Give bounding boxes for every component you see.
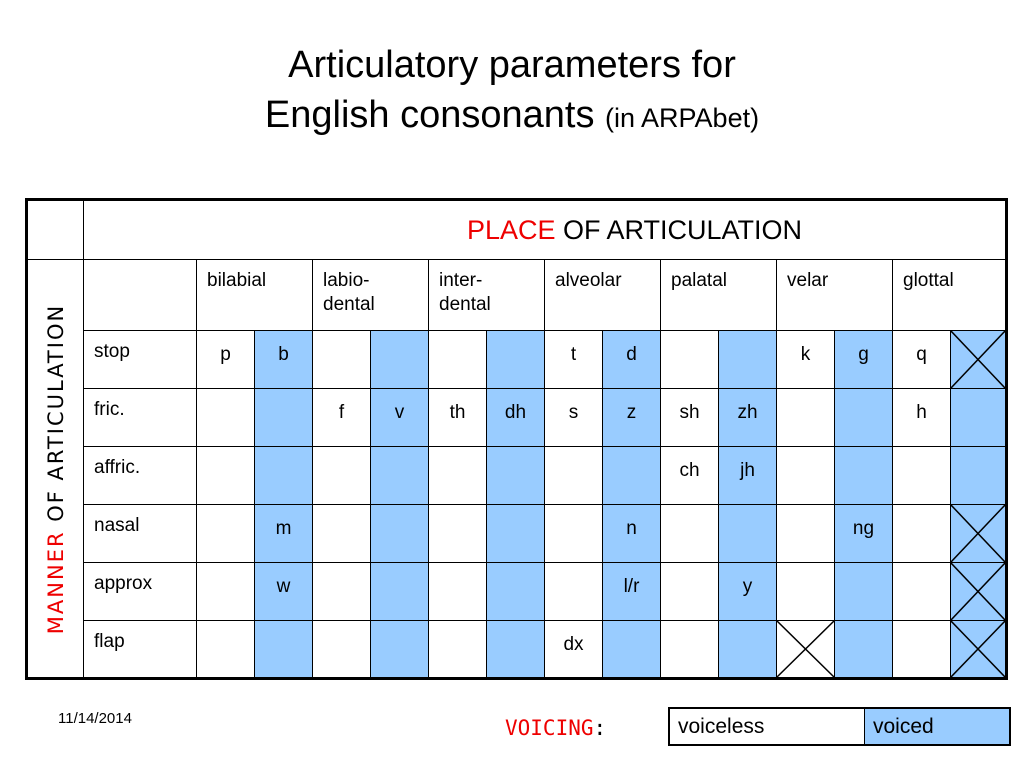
empty-cell [429,505,487,563]
phoneme-cell: z [603,389,661,447]
empty-cell [197,505,255,563]
empty-cell [313,447,371,505]
empty-cell [719,505,777,563]
empty-cell [371,621,429,679]
empty-cell [371,331,429,389]
empty-cell [313,505,371,563]
empty-cell [197,447,255,505]
place-label-line-1: inter- [439,270,483,291]
phoneme-cell: w [255,563,313,621]
empty-cell [951,389,1007,447]
empty-cell [893,505,951,563]
manner-label: nasal [84,505,197,563]
place-label-labio [313,260,429,331]
place-label-line-2: dental [439,294,491,315]
manner-of-articulation-header [27,260,84,679]
place-label-alveolar [545,260,661,331]
empty-cell [487,447,545,505]
place-label-velar [777,260,893,331]
empty-cell [313,331,371,389]
cross-icon [951,621,1005,677]
phoneme-cell: th [429,389,487,447]
place-label-palatal [661,260,777,331]
empty-cell [835,389,893,447]
empty-cell [487,505,545,563]
empty-cell [429,447,487,505]
empty-cell [777,505,835,563]
slide-date: 11/14/2014 [58,710,132,727]
empty-cell [545,447,603,505]
empty-cell [719,331,777,389]
manner-label: approx [84,563,197,621]
title-line-2 [0,90,1024,143]
empty-cell [545,505,603,563]
phoneme-cell: p [197,331,255,389]
empty-cell [835,621,893,679]
empty-cell [951,447,1007,505]
manner-label: fric. [84,389,197,447]
empty-cell [197,389,255,447]
cross-icon [951,505,1005,562]
phoneme-cell: n [603,505,661,563]
voicing-legend [668,707,1011,746]
title-suffix: (in ARPAbet) [605,103,760,133]
empty-cell [893,621,951,679]
manner-row [27,447,1007,505]
empty-cell [197,621,255,679]
manner-label: stop [84,331,197,389]
place-highlight: PLACE [466,215,556,245]
empty-cell [255,447,313,505]
empty-cell [371,563,429,621]
manner-row [27,563,1007,621]
empty-cell [429,331,487,389]
empty-cell [371,447,429,505]
empty-cell [661,505,719,563]
phoneme-cell: sh [661,389,719,447]
phoneme-cell: dh [487,389,545,447]
phoneme-cell: m [255,505,313,563]
empty-cell [545,563,603,621]
place-label-bilabial [197,260,313,331]
empty-cell [487,563,545,621]
empty-cell [487,621,545,679]
empty-cell [719,621,777,679]
impossible-cell [951,563,1007,621]
voicing-colon: : [593,716,607,740]
place-header-row [27,200,1007,260]
phoneme-cell: s [545,389,603,447]
legend-voiced: voiced [865,708,1011,745]
empty-cell [661,331,719,389]
manner-highlight: MANNER [43,529,68,634]
empty-cell [255,389,313,447]
phoneme-cell: f [313,389,371,447]
empty-cell [487,331,545,389]
phoneme-cell: t [545,331,603,389]
empty-cell [603,447,661,505]
phoneme-cell: g [835,331,893,389]
place-label-line-1: velar [787,270,829,291]
articulation-table [25,198,1008,680]
empty-cell [313,563,371,621]
phoneme-cell: q [893,331,951,389]
phoneme-cell: ch [661,447,719,505]
place-label-inter [429,260,545,331]
empty-cell [429,563,487,621]
empty-cell [661,563,719,621]
slide-title [0,40,1024,143]
empty-cell [197,563,255,621]
place-label-line-2: dental [323,294,375,315]
manner-row [27,331,1007,389]
empty-cell [893,563,951,621]
place-rest: OF ARTICULATION [555,215,803,245]
corner-cell [27,200,84,260]
cross-icon [951,331,1005,388]
manner-row [27,389,1007,447]
phoneme-cell: d [603,331,661,389]
impossible-cell [951,505,1007,563]
phoneme-cell: v [371,389,429,447]
voicing-label [505,716,606,740]
cross-icon [777,621,834,677]
place-label-line-1: palatal [671,270,727,291]
impossible-cell [951,621,1007,679]
manner-label: affric. [84,447,197,505]
phoneme-cell: k [777,331,835,389]
title-line-2-main: English consonants [264,94,595,136]
empty-cell [661,621,719,679]
phoneme-cell: ng [835,505,893,563]
place-label-line-1: bilabial [207,270,267,291]
cross-icon [951,563,1005,620]
place-label-glottal [893,260,1007,331]
impossible-cell [777,621,835,679]
place-label-line-1: alveolar [555,270,622,291]
title-line-1: Articulatory parameters for [288,44,736,86]
place-label-line-1: labio- [323,270,370,291]
empty-cell [429,621,487,679]
voicing-highlight: VOICING [505,716,594,740]
empty-cell [893,447,951,505]
phoneme-cell: jh [719,447,777,505]
phoneme-cell: zh [719,389,777,447]
manner-row [27,505,1007,563]
empty-cell [371,505,429,563]
empty-cell [835,563,893,621]
phoneme-cell: l/r [603,563,661,621]
empty-cell [835,447,893,505]
phoneme-cell: y [719,563,777,621]
empty-cell [255,621,313,679]
place-label-row [27,260,1007,331]
phoneme-cell: b [255,331,313,389]
legend-voiceless: voiceless [669,708,865,745]
empty-cell [777,563,835,621]
phoneme-cell: h [893,389,951,447]
phoneme-cell: dx [545,621,603,679]
place-label-line-1: glottal [903,270,954,291]
empty-cell [777,389,835,447]
place-of-articulation-header [84,200,1007,260]
empty-cell [777,447,835,505]
empty-cell [603,621,661,679]
impossible-cell [951,331,1007,389]
manner-label: flap [84,621,197,679]
manner-rest: OF ARTICULATION [43,303,68,530]
empty-cell [313,621,371,679]
manner-row [27,621,1007,679]
blank-label-cell [84,260,197,331]
